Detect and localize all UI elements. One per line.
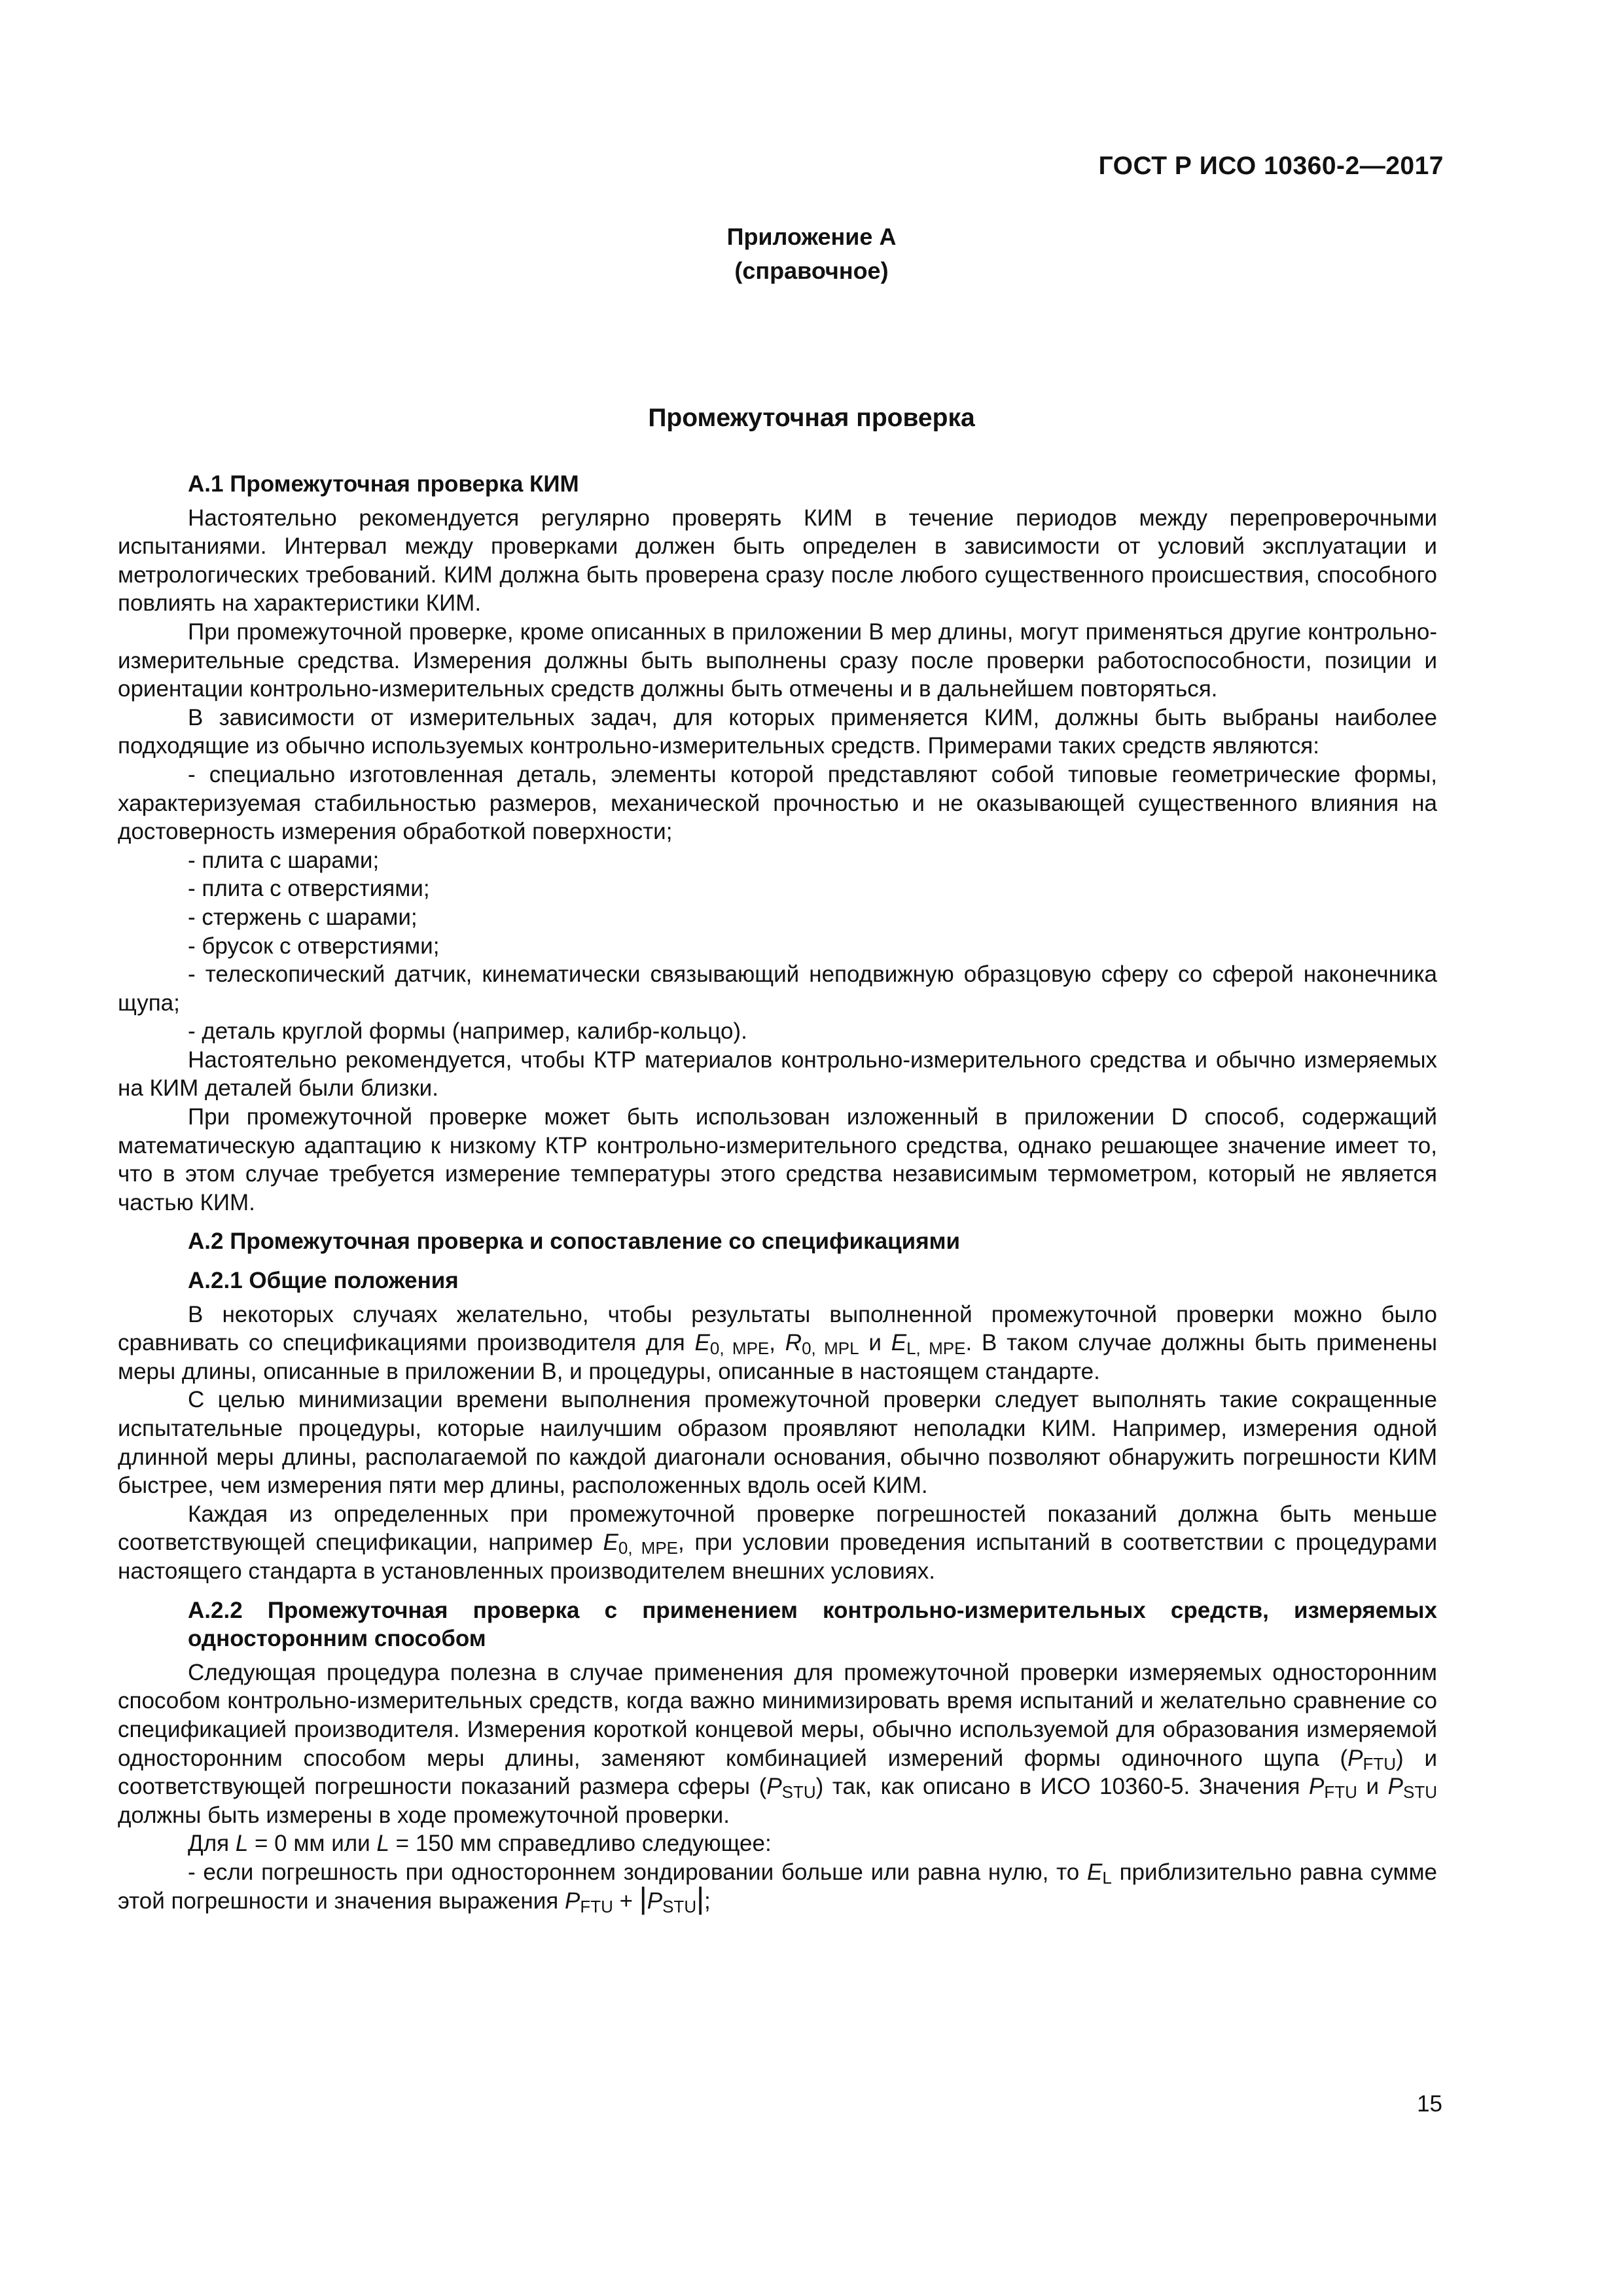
page-title: Промежуточная проверка <box>648 404 975 432</box>
paragraph-7: С целью минимизации времени выполнения промежуточной проверки следует выполнять такие сокращенные испытательные процедуры, которые наилучшим образом проявляют неполадки КИМ. Например, измерения одной длинной меры длины, располагаемой по каждой диагонали основания, обычно позволяют обнаружить погрешности КИМ быстрее, чем измерения пяти мер длины, расположенных вдоль осей КИМ. <box>118 1387 1437 1499</box>
paragraph-10: Для L = 0 мм или L = 150 мм справедливо следующее: <box>188 1831 772 1857</box>
abs-bar: | <box>639 1880 647 1915</box>
abs-bar: | <box>696 1880 705 1915</box>
appendix-title: Приложение А <box>726 223 897 250</box>
list-item: - стержень с шарами; <box>188 904 418 930</box>
paragraph-8: Каждая из определенных при промежуточной проверке погрешностей показаний должна быть меньше соответствующей спецификации, например $E_{0, MPE}$, при условии проведения испытаний в соответствии с процедурами настоящего стандарта в установленных производителем внешних условиях. <box>118 1501 1437 1584</box>
list-item: - телескопический датчик, кинематически связывающий неподвижную образцовую сферу со сферой наконечника щупа; <box>118 961 1437 1016</box>
standard-code: ГОСТ Р ИСО 10360-2—2017 <box>1098 152 1444 180</box>
paragraph-1: Настоятельно рекомендуется регулярно проверять КИМ в течение периодов между перепроверочными испытаниями. Интервал между проверками должен быть определен в зависимости от условий эксплуатации и метрологических требований. КИМ должна быть проверена сразу после любого существенного происшествия, способного повлиять на характеристики КИМ. <box>118 505 1437 617</box>
paragraph-9: Следующая процедура полезна в случае применения для промежуточной проверки измеряемых односторонним способом контрольно-измерительных средств, когда важно минимизировать время испытаний и желательно сравнение со спецификацией производителя. Измерения короткой концевой меры, обычно используемой для образования измеряемой односторонним способом меры длины, заменяют комбинацией измерений формы одиночного щупа $(P_{FTU})$ и соответствующей погрешности показаний размера сферы $(P_{STU})$ так, как описано в ИСО 10360-5. Значения $P_{FTU}$ и $P_{STU}$ должны быть измерены в ходе промежуточной проверки. <box>118 1659 1438 1828</box>
paragraph-2: При промежуточной проверке, кроме описанных в приложении В мер длины, могут применяться другие контрольно-измерительные средства. Измерения должны быть выполнены сразу после проверки работоспособности, позиции и ориентации контрольно-измерительных средств должны быть отмечены и в дальнейшем повторяться. <box>118 619 1437 702</box>
paragraph-5: При промежуточной проверке может быть использован изложенный в приложении D способ, содержащий математическую адаптацию к низкому КТР контрольно-измерительного средства, однако решающее значение имеет то, что в этом случае требуется измерение температуры этого средства независимым термометром, который не является частью КИМ. <box>118 1104 1437 1215</box>
section-a1-heading: А.1 Промежуточная проверка КИМ <box>188 471 579 497</box>
page-number: 15 <box>1417 2091 1442 2117</box>
appendix-note: (справочное) <box>734 257 889 284</box>
list-item: - деталь круглой формы (например, калибр-кольцо). <box>188 1018 747 1045</box>
appendix-heading <box>0 220 1623 288</box>
list-item-formula: - если погрешность при одностороннем зондировании больше или равна нулю, то $E_L$ приблизительно равна сумме этой погрешности и значения выражения $P_{FTU} + |P_{STU}|$; <box>118 1859 1437 1916</box>
document-body <box>118 470 1437 1915</box>
list-item: - плита с отверстиями; <box>188 876 430 902</box>
section-a21-heading: А.2.1 Общие положения <box>188 1268 459 1294</box>
section-a22-heading: А.2.2 Промежуточная проверка с применением контрольно-измерительных средств, измеряемых односторонним способом <box>188 1597 1437 1652</box>
list-item: - специально изготовленная деталь, элементы которой представляют собой типовые геометрические формы, характеризуемая стабильностью размеров, механической прочностью и не оказывающей существенного влияния на достоверность измерения обработкой поверхности; <box>118 761 1437 845</box>
paragraph-6: В некоторых случаях желательно, чтобы результаты выполненной промежуточной проверки можно было сравнивать со спецификациями производителя для $E_{0, MPE}$, $R_{0, MPL}$ и $E_{L, MPE}$. В таком случае должны быть применены меры длины, описанные в приложении В, и процедуры, описанные в настоящем стандарте. <box>118 1301 1438 1384</box>
section-a2-heading: А.2 Промежуточная проверка и сопоставление со спецификациями <box>188 1229 961 1255</box>
list-item: - плита с шарами; <box>188 847 380 873</box>
paragraph-3: В зависимости от измерительных задач, для которых применяется КИМ, должны быть выбраны наиболее подходящие из обычно используемых контрольно-измерительных средств. Примерами таких средств являются: <box>118 704 1437 759</box>
list-item: - брусок с отверстиями; <box>188 933 440 959</box>
paragraph-4: Настоятельно рекомендуется, чтобы КТР материалов контрольно-измерительного средства и обычно измеряемых на КИМ деталей были близки. <box>118 1047 1437 1102</box>
